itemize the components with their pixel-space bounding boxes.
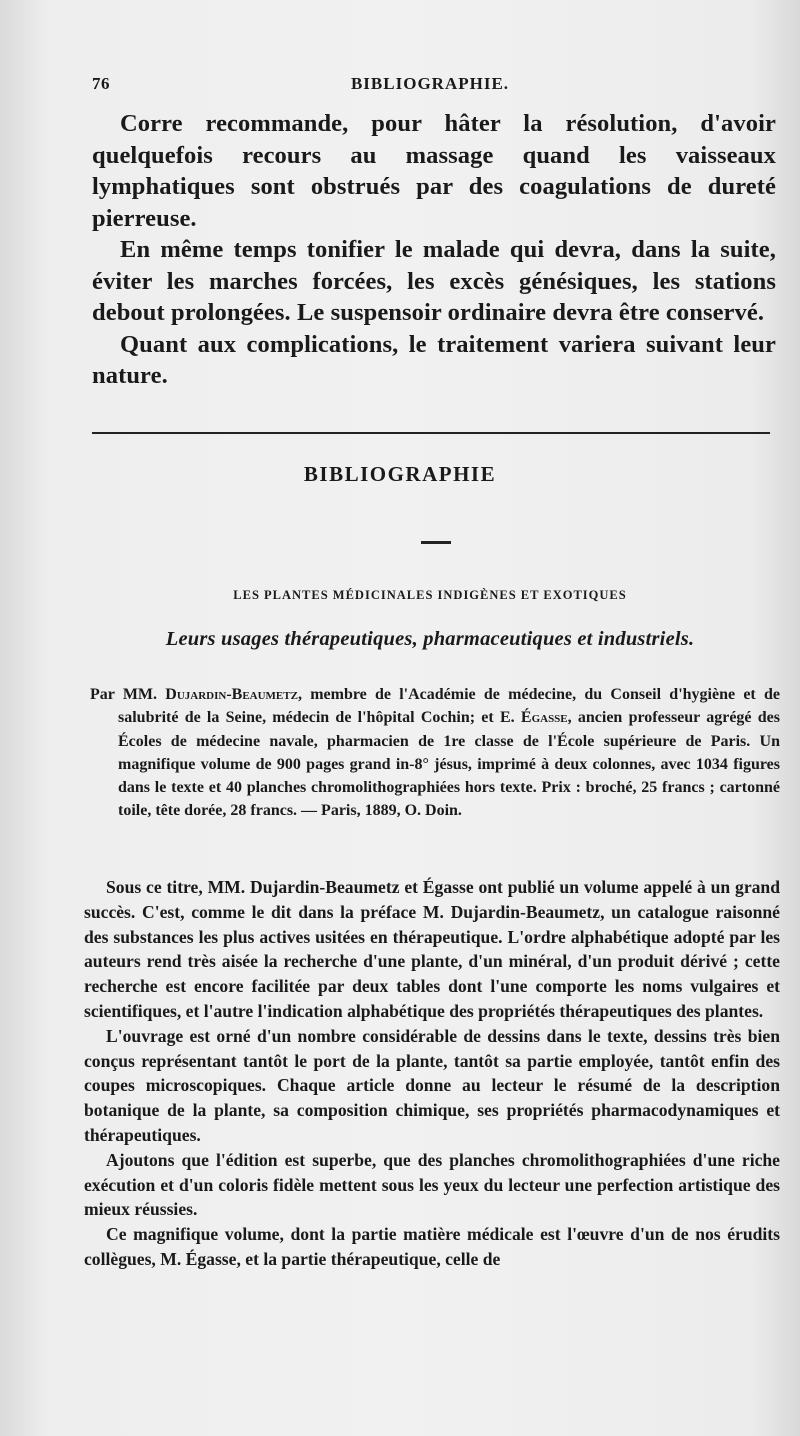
citation-lead: Par MM. <box>90 686 166 703</box>
review-text <box>84 875 780 1272</box>
author-name: Égasse <box>520 709 568 727</box>
page-number: 76 <box>92 74 110 93</box>
citation-paragraph <box>90 683 780 823</box>
section-divider <box>92 432 770 434</box>
review-paragraph: Ajoutons que l'édition est superbe, que des planches chromolithographiées d'une riche exécution et d'un coloris fidèle mettent sous les yeux du lecteur une perfection artistique des mieux réussies. <box>84 1149 780 1220</box>
review-paragraph: Sous ce titre, MM. Dujardin-Beaumetz et Égasse ont publié un volume appelé à un grand succès. C'est, comme le dit dans la préface M. Dujardin-Beaumetz, un catalogue raisonné des substances les plus actives usitées en thérapeutique. L'ordre alphabétique adopté par les auteurs rend très aisée la recherche d'une plante, d'un minéral, d'un produit dérivé ; cette recherche est encore facilitée par deux tables dont l'une comporte les noms vulgaires et scientifiques, et l'autre l'indication alphabétique des propriétés thérapeutiques des plantes. <box>84 877 780 1021</box>
book-title: LES PLANTES MÉDICINALES INDIGÈNES ET EXOTIQUES <box>233 588 627 602</box>
intro-paragraph: Corre recommande, pour hâter la résolution, d'avoir quelquefois recours au massage quand les vaisseaux lymphatiques sont obstrués par des coagulations de dureté pierreuse. <box>92 110 776 232</box>
intro-paragraph: Quant aux complications, le traitement variera suivant leur nature. <box>92 330 776 389</box>
review-paragraph: L'ouvrage est orné d'un nombre considérable de dessins dans le texte, dessins très bien conçus représentant tantôt le port de la plante, tantôt sa partie employée, tantôt enfin des coupes microscopiques. Chaque article donne au lecteur le résumé de la description botanique de la plante, sa composition chimique, ses propriétés pharmacodynamiques et thérapeutiques. <box>84 1025 780 1145</box>
intro-paragraph: En même temps tonifier le malade qui devra, dans la suite, éviter les marches forcées, les excès génésiques, les stations debout prolongées. Le suspensoir ordinaire devra être conservé. <box>92 236 776 326</box>
running-title: BIBLIOGRAPHIE. <box>350 74 510 93</box>
running-header <box>92 74 768 100</box>
author-name: Dujardin-Beaumetz <box>165 686 298 703</box>
title-dash <box>421 541 451 544</box>
bibliographic-citation <box>90 683 780 823</box>
review-paragraph: Ce magnifique volume, dont la partie matière médicale est l'œuvre d'un de nos érudits collègues, M. Égasse, et la partie thérapeutique, celle de <box>84 1224 780 1269</box>
citation-text: , ancien professeur agrégé des Écoles de médecine navale, pharmacien de 1re classe de l'École supérieure de Paris. Un magnifique volume de 900 pages grand in-8° jésus, imprimé à deux colonnes, avec 1034 figures dans le texte et 40 planches chromolithographiées hors texte. Prix : broché, 25 francs ; cartonné toile, tête dorée, 28 francs. — Paris, 1889, O. Doin. <box>118 709 780 820</box>
citation-text: , membre de l'Académie de médecine, du Conseil d'hygiène et de salubrité de la Seine, médecin de l'hôpital Cochin; et E. <box>118 686 780 727</box>
intro-text <box>92 108 776 392</box>
section-title: BIBLIOGRAPHIE <box>303 462 497 486</box>
book-subtitle: Leurs usages thérapeutiques, pharmaceutiques et industriels. <box>165 628 695 650</box>
